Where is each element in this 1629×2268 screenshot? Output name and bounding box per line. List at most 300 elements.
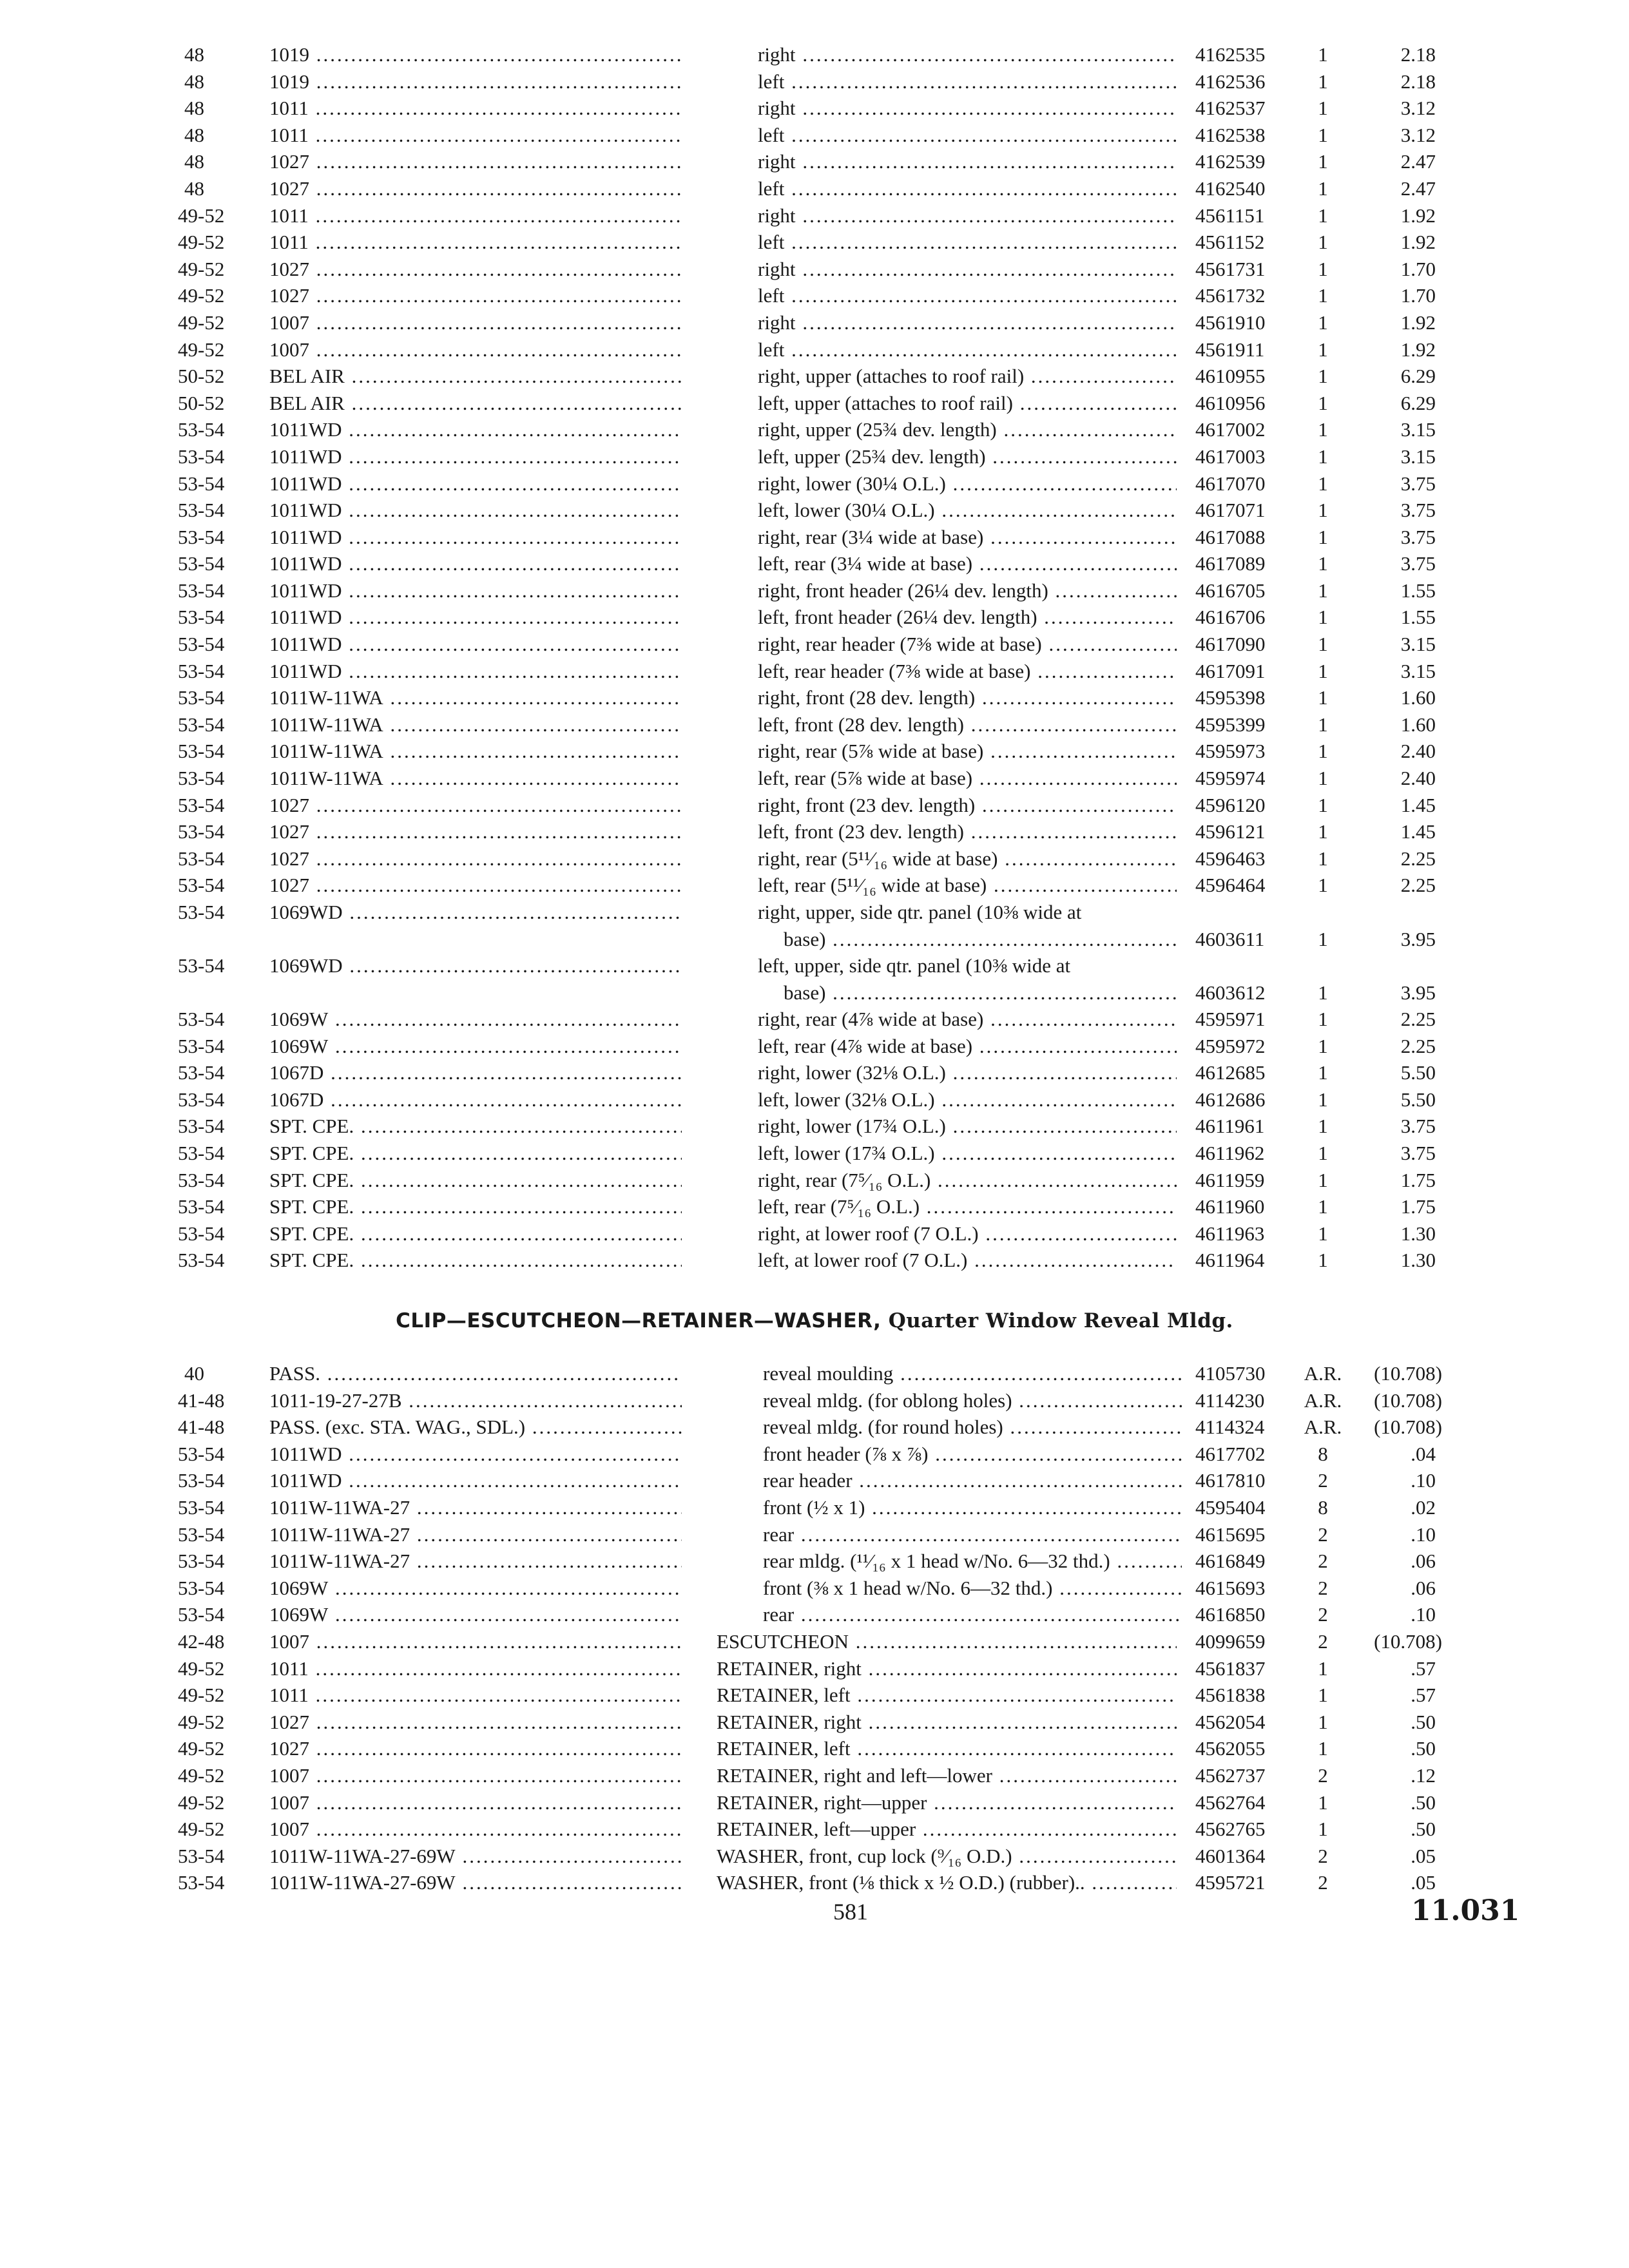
part-number-cell: 4617089 bbox=[1195, 552, 1266, 575]
description-cell: left, lower (30¼ O.L.) ..... bbox=[758, 497, 1177, 524]
year-cell: 53-54 bbox=[178, 820, 225, 843]
description-cell: left ..... bbox=[758, 336, 1177, 363]
part-number-cell: 4611962 bbox=[1195, 1141, 1265, 1164]
part-number-cell: 4596464 bbox=[1195, 874, 1266, 897]
part-number-cell: 4162540 bbox=[1195, 177, 1266, 200]
part-number-cell: 4105730 bbox=[1195, 1362, 1266, 1385]
model-cell: 1011WD ..... bbox=[269, 631, 682, 658]
model-cell: 1011W-11WA-27 ..... bbox=[269, 1548, 682, 1575]
table-row bbox=[0, 229, 1629, 256]
year-cell: 49-52 bbox=[178, 311, 225, 334]
table-row bbox=[0, 872, 1629, 899]
quantity-cell: 1 bbox=[1318, 284, 1328, 307]
model-cell: 1027 ..... bbox=[269, 256, 682, 283]
price-cell: 1.92 bbox=[1400, 311, 1436, 334]
model-cell: BEL AIR ..... bbox=[269, 363, 682, 390]
section-heading-main: CLIP—ESCUTCHEON—RETAINER—WASHER, bbox=[396, 1309, 882, 1332]
part-number-cell: 4611961 bbox=[1195, 1115, 1265, 1138]
quantity-cell: 1 bbox=[1318, 445, 1328, 468]
model-cell: 1027 ..... bbox=[269, 872, 682, 899]
description-line-2: base) ..... bbox=[758, 979, 1177, 1006]
quantity-cell: 2 bbox=[1318, 1550, 1328, 1573]
part-number-cell: 4617071 bbox=[1195, 499, 1266, 522]
table-row bbox=[0, 443, 1629, 470]
model-cell: 1027 ..... bbox=[269, 148, 682, 175]
description-cell: left, rear (4⅞ wide at base) ..... bbox=[758, 1033, 1177, 1060]
part-number-cell: 4099659 bbox=[1195, 1629, 1266, 1653]
year-cell: 53-54 bbox=[178, 552, 225, 575]
year-cell: 48 bbox=[184, 70, 204, 93]
section-heading bbox=[0, 1309, 1629, 1332]
year-cell: 53-54 bbox=[178, 1115, 225, 1138]
quantity-cell: 1 bbox=[1318, 97, 1328, 120]
part-number-cell: 4617088 bbox=[1195, 525, 1266, 548]
part-number-cell: 4610955 bbox=[1195, 365, 1266, 388]
description-cell: left, rear header (7⅜ wide at base) ..... bbox=[758, 658, 1177, 685]
quantity-cell: 8 bbox=[1318, 1495, 1328, 1519]
year-cell: 48 bbox=[184, 150, 204, 173]
price-cell: 1.92 bbox=[1400, 204, 1436, 227]
model-cell: 1027 ..... bbox=[269, 1735, 682, 1762]
year-cell: 53-54 bbox=[178, 1088, 225, 1111]
quantity-cell: 1 bbox=[1318, 981, 1328, 1004]
year-cell: 53-54 bbox=[178, 901, 225, 923]
price-cell: 3.75 bbox=[1400, 525, 1436, 548]
table-row bbox=[0, 1709, 1629, 1736]
price-cell: 3.75 bbox=[1400, 472, 1436, 495]
model-cell: 1011WD ..... bbox=[269, 1441, 682, 1468]
part-number-cell: 4617090 bbox=[1195, 633, 1266, 656]
table-row bbox=[0, 1387, 1629, 1414]
quantity-cell: 1 bbox=[1318, 177, 1328, 200]
price-cell: 3.15 bbox=[1400, 418, 1436, 441]
year-cell: 53-54 bbox=[178, 686, 225, 709]
model-cell: 1011WD ..... bbox=[269, 1467, 682, 1494]
description-cell: right, rear (5¹¹⁄₁₆ wide at base) ..... bbox=[758, 845, 1177, 872]
model-cell: 1069W ..... bbox=[269, 1575, 682, 1602]
description-cell: rear ..... bbox=[763, 1601, 1182, 1628]
description-cell: left, upper (25¾ dev. length) ..... bbox=[758, 443, 1177, 470]
table-row bbox=[0, 202, 1629, 229]
part-number-cell: 4562055 bbox=[1195, 1737, 1266, 1760]
price-cell: 2.18 bbox=[1400, 43, 1436, 66]
price-cell: 1.45 bbox=[1400, 820, 1436, 843]
description-cell: left ..... bbox=[758, 229, 1177, 256]
model-cell: 1069WD ..... bbox=[269, 952, 682, 979]
year-cell: 53-54 bbox=[178, 579, 225, 602]
model-cell: 1027 ..... bbox=[269, 845, 682, 872]
price-cell: 5.50 bbox=[1400, 1088, 1436, 1111]
part-number-cell: 4615693 bbox=[1195, 1576, 1266, 1599]
description-cell: left ..... bbox=[758, 122, 1177, 149]
price-cell: .50 bbox=[1411, 1710, 1436, 1733]
table-row bbox=[0, 738, 1629, 765]
year-cell: 53-54 bbox=[178, 1249, 225, 1272]
model-cell: 1011WD ..... bbox=[269, 550, 682, 577]
description-cell: right ..... bbox=[758, 202, 1177, 229]
part-number-cell: 4595971 bbox=[1195, 1008, 1266, 1030]
price-cell: 3.12 bbox=[1400, 123, 1436, 146]
description-cell: left ..... bbox=[758, 175, 1177, 202]
table-row bbox=[0, 684, 1629, 711]
quantity-cell: 1 bbox=[1318, 793, 1328, 816]
quantity-cell: 2 bbox=[1318, 1576, 1328, 1599]
year-cell: 53-54 bbox=[178, 1141, 225, 1164]
table-row bbox=[0, 604, 1629, 631]
year-cell: 49-52 bbox=[178, 1791, 225, 1814]
model-cell: SPT. CPE. ..... bbox=[269, 1113, 682, 1140]
description-cell: right, rear (4⅞ wide at base) ..... bbox=[758, 1006, 1177, 1033]
part-number-cell: 4611964 bbox=[1195, 1249, 1265, 1272]
quantity-cell: 2 bbox=[1318, 1763, 1328, 1787]
description-cell: right, lower (17¾ O.L.) ..... bbox=[758, 1113, 1177, 1140]
quantity-cell: 1 bbox=[1318, 1195, 1328, 1218]
year-cell: 49-52 bbox=[178, 1710, 225, 1733]
model-cell: 1011W-11WA ..... bbox=[269, 684, 682, 711]
table-row bbox=[0, 282, 1629, 309]
model-cell: 1011WD ..... bbox=[269, 658, 682, 685]
description-line-1: left, upper, side qtr. panel (10⅜ wide at bbox=[758, 954, 1071, 977]
model-cell: SPT. CPE. ..... bbox=[269, 1193, 682, 1220]
table-row bbox=[0, 952, 1629, 1006]
price-cell: 6.29 bbox=[1400, 391, 1436, 414]
quantity-cell: 2 bbox=[1318, 1629, 1328, 1653]
table-row bbox=[0, 390, 1629, 417]
part-number-cell: 4162535 bbox=[1195, 43, 1266, 66]
quantity-cell: 1 bbox=[1318, 338, 1328, 361]
part-number-cell: 4616705 bbox=[1195, 579, 1266, 602]
price-cell: 2.25 bbox=[1400, 1008, 1436, 1030]
page-number: 581 bbox=[833, 1899, 868, 1925]
table-row bbox=[0, 792, 1629, 819]
model-cell: 1011WD ..... bbox=[269, 524, 682, 551]
description-cell bbox=[758, 952, 1177, 1006]
description-cell: left ..... bbox=[758, 68, 1177, 95]
table-row bbox=[0, 631, 1629, 658]
quantity-cell: 1 bbox=[1318, 1168, 1328, 1191]
year-cell: 40 bbox=[184, 1362, 204, 1385]
part-number-cell: 4617702 bbox=[1195, 1442, 1266, 1465]
price-cell: .50 bbox=[1411, 1818, 1436, 1841]
year-cell: 53-54 bbox=[178, 606, 225, 629]
price-cell: 1.60 bbox=[1400, 713, 1436, 736]
part-number-cell: 4562737 bbox=[1195, 1763, 1266, 1787]
year-cell: 50-52 bbox=[178, 391, 225, 414]
description-cell: left, at lower roof (7 O.L.) ..... bbox=[758, 1247, 1177, 1274]
year-cell: 53-54 bbox=[178, 793, 225, 816]
price-cell: 2.25 bbox=[1400, 847, 1436, 870]
part-number-cell: 4562765 bbox=[1195, 1818, 1266, 1841]
model-cell: 1027 ..... bbox=[269, 175, 682, 202]
model-cell: 1011WD ..... bbox=[269, 577, 682, 604]
quantity-cell: 2 bbox=[1318, 1523, 1328, 1546]
model-cell: 1027 ..... bbox=[269, 1709, 682, 1736]
price-cell: 2.18 bbox=[1400, 70, 1436, 93]
price-cell: 1.55 bbox=[1400, 579, 1436, 602]
description-cell: right ..... bbox=[758, 256, 1177, 283]
description-cell: right, rear (5⅞ wide at base) ..... bbox=[758, 738, 1177, 765]
model-cell: 1011W-11WA ..... bbox=[269, 738, 682, 765]
year-cell: 53-54 bbox=[178, 1523, 225, 1546]
quantity-cell: 1 bbox=[1318, 70, 1328, 93]
model-cell: 1011 ..... bbox=[269, 202, 682, 229]
year-cell: 53-54 bbox=[178, 1550, 225, 1573]
quantity-cell: 2 bbox=[1318, 1844, 1328, 1867]
price-cell: 3.95 bbox=[1400, 981, 1436, 1004]
year-cell: 49-52 bbox=[178, 284, 225, 307]
quantity-cell: 1 bbox=[1318, 552, 1328, 575]
model-cell: SPT. CPE. ..... bbox=[269, 1140, 682, 1167]
model-cell: 1019 ..... bbox=[269, 68, 682, 95]
year-cell: 53-54 bbox=[178, 633, 225, 656]
table-row bbox=[0, 1086, 1629, 1113]
quantity-cell: A.R. bbox=[1304, 1362, 1342, 1385]
table-row bbox=[0, 497, 1629, 524]
year-cell: 41-48 bbox=[178, 1416, 225, 1439]
model-cell: 1011W-11WA-27 ..... bbox=[269, 1521, 682, 1548]
price-cell: 3.75 bbox=[1400, 552, 1436, 575]
table-row bbox=[0, 1575, 1629, 1602]
part-number-cell: 4596120 bbox=[1195, 793, 1266, 816]
part-number-cell: 4162537 bbox=[1195, 97, 1266, 120]
table-row bbox=[0, 1059, 1629, 1086]
section-heading-sub: Quarter Window Reveal Mldg. bbox=[888, 1309, 1233, 1332]
description-cell: left, rear (7⁵⁄₁₆ O.L.) ..... bbox=[758, 1193, 1177, 1220]
price-cell: 1.55 bbox=[1400, 606, 1436, 629]
quantity-cell: 8 bbox=[1318, 1442, 1328, 1465]
description-cell: left, front header (26¼ dev. length) ..... bbox=[758, 604, 1177, 631]
part-number-cell: 4610956 bbox=[1195, 391, 1266, 414]
price-cell: .02 bbox=[1411, 1495, 1436, 1519]
price-cell: (10.708) bbox=[1374, 1416, 1442, 1439]
quantity-cell: A.R. bbox=[1304, 1416, 1342, 1439]
table-row bbox=[0, 175, 1629, 202]
table-row bbox=[0, 256, 1629, 283]
year-cell: 53-54 bbox=[178, 1871, 225, 1894]
year-cell: 48 bbox=[184, 43, 204, 66]
table-row bbox=[0, 711, 1629, 738]
quantity-cell: 1 bbox=[1318, 1657, 1328, 1680]
quantity-cell: 2 bbox=[1318, 1603, 1328, 1626]
price-cell: 3.95 bbox=[1400, 927, 1436, 950]
description-cell: RETAINER, left ..... bbox=[717, 1735, 1177, 1762]
part-number-cell: 4162538 bbox=[1195, 123, 1266, 146]
description-cell: WASHER, front, cup lock (⁹⁄₁₆ O.D.) ..... bbox=[717, 1843, 1177, 1870]
price-cell: 2.25 bbox=[1400, 1034, 1436, 1057]
price-cell: 3.75 bbox=[1400, 499, 1436, 522]
model-cell: BEL AIR ..... bbox=[269, 390, 682, 417]
year-cell: 53-54 bbox=[178, 1844, 225, 1867]
year-cell: 49-52 bbox=[178, 338, 225, 361]
table-row bbox=[0, 148, 1629, 175]
model-cell: 1067D ..... bbox=[269, 1086, 682, 1113]
table-row bbox=[0, 1494, 1629, 1521]
table-row bbox=[0, 363, 1629, 390]
part-number-cell: 4616850 bbox=[1195, 1603, 1266, 1626]
part-number-cell: 4616849 bbox=[1195, 1550, 1266, 1573]
price-cell: .06 bbox=[1411, 1576, 1436, 1599]
part-number-cell: 4603611 bbox=[1195, 927, 1265, 950]
model-cell: 1011 ..... bbox=[269, 122, 682, 149]
quantity-cell: 1 bbox=[1318, 927, 1328, 950]
quantity-cell: 1 bbox=[1318, 1249, 1328, 1272]
year-cell: 49-52 bbox=[178, 1763, 225, 1787]
year-cell: 53-54 bbox=[178, 847, 225, 870]
description-cell: right, upper (attaches to roof rail) ..... bbox=[758, 363, 1177, 390]
description-cell: RETAINER, right—upper ..... bbox=[717, 1789, 1177, 1816]
table-row bbox=[0, 1628, 1629, 1655]
model-cell: 1011 ..... bbox=[269, 1682, 682, 1709]
quantity-cell: 1 bbox=[1318, 740, 1328, 763]
description-cell: right, front (28 dev. length) ..... bbox=[758, 684, 1177, 711]
description-cell: rear header ..... bbox=[763, 1467, 1182, 1494]
part-number-cell: 4114230 bbox=[1195, 1389, 1265, 1412]
table-row bbox=[0, 1193, 1629, 1220]
table-row bbox=[0, 1521, 1629, 1548]
year-cell: 50-52 bbox=[178, 365, 225, 388]
model-cell: 1011 ..... bbox=[269, 229, 682, 256]
part-number-cell: 4561911 bbox=[1195, 338, 1265, 361]
price-cell: .05 bbox=[1411, 1844, 1436, 1867]
part-number-cell: 4617003 bbox=[1195, 445, 1266, 468]
year-cell: 53-54 bbox=[178, 445, 225, 468]
quantity-cell: 1 bbox=[1318, 1684, 1328, 1707]
description-cell: right ..... bbox=[758, 95, 1177, 122]
quantity-cell: 1 bbox=[1318, 1088, 1328, 1111]
description-cell: right ..... bbox=[758, 309, 1177, 336]
price-cell: 1.30 bbox=[1400, 1249, 1436, 1272]
year-cell: 53-54 bbox=[178, 954, 225, 977]
part-number-cell: 4595398 bbox=[1195, 686, 1266, 709]
model-cell: 1027 ..... bbox=[269, 818, 682, 845]
price-cell: .10 bbox=[1411, 1603, 1436, 1626]
quantity-cell: 1 bbox=[1318, 1222, 1328, 1245]
table-row bbox=[0, 899, 1629, 952]
year-cell: 53-54 bbox=[178, 1469, 225, 1492]
part-number-cell: 4603612 bbox=[1195, 981, 1266, 1004]
price-cell: 1.60 bbox=[1400, 686, 1436, 709]
description-cell: left, rear (3¼ wide at base) ..... bbox=[758, 550, 1177, 577]
year-cell: 53-54 bbox=[178, 1495, 225, 1519]
description-cell: right, rear header (7⅜ wide at base) ..... bbox=[758, 631, 1177, 658]
year-cell: 48 bbox=[184, 177, 204, 200]
part-number-cell: 4617002 bbox=[1195, 418, 1266, 441]
year-cell: 49-52 bbox=[178, 231, 225, 254]
part-number-cell: 4595399 bbox=[1195, 713, 1266, 736]
part-number-cell: 4561151 bbox=[1195, 204, 1265, 227]
description-cell: left, rear (5¹¹⁄₁₆ wide at base) ..... bbox=[758, 872, 1177, 899]
description-cell: RETAINER, left—upper ..... bbox=[717, 1816, 1177, 1843]
price-cell: (10.708) bbox=[1374, 1389, 1442, 1412]
table-row bbox=[0, 1414, 1629, 1441]
part-number-cell: 4616706 bbox=[1195, 606, 1266, 629]
description-cell: right, at lower roof (7 O.L.) ..... bbox=[758, 1220, 1177, 1247]
model-cell: 1011 ..... bbox=[269, 1655, 682, 1682]
description-cell: reveal mldg. (for round holes) ..... bbox=[763, 1414, 1182, 1441]
year-cell: 49-52 bbox=[178, 257, 225, 280]
price-cell: .05 bbox=[1411, 1871, 1436, 1894]
parts-table-bottom bbox=[0, 1360, 1629, 1896]
year-cell: 49-52 bbox=[178, 1737, 225, 1760]
price-cell: .04 bbox=[1411, 1442, 1436, 1465]
model-cell: 1011WD ..... bbox=[269, 497, 682, 524]
description-cell: RETAINER, left ..... bbox=[717, 1682, 1177, 1709]
model-cell: 1027 ..... bbox=[269, 792, 682, 819]
description-cell: front header (⅞ x ⅞) ..... bbox=[763, 1441, 1182, 1468]
price-cell: 3.15 bbox=[1400, 633, 1436, 656]
price-cell: 2.47 bbox=[1400, 150, 1436, 173]
price-cell: 2.40 bbox=[1400, 740, 1436, 763]
description-cell: right, front header (26¼ dev. length) ..... bbox=[758, 577, 1177, 604]
table-row bbox=[0, 41, 1629, 68]
model-cell: 1007 ..... bbox=[269, 1762, 682, 1789]
table-row bbox=[0, 1843, 1629, 1870]
description-cell: left, front (23 dev. length) ..... bbox=[758, 818, 1177, 845]
part-number-cell: 4596121 bbox=[1195, 820, 1266, 843]
year-cell: 41-48 bbox=[178, 1389, 225, 1412]
description-cell: reveal moulding ..... bbox=[763, 1360, 1182, 1387]
model-cell: PASS. (exc. STA. WAG., SDL.) ..... bbox=[269, 1414, 682, 1441]
part-number-cell: 4561837 bbox=[1195, 1657, 1266, 1680]
part-number-cell: 4561732 bbox=[1195, 284, 1266, 307]
description-cell: ESCUTCHEON ..... bbox=[717, 1628, 1177, 1655]
quantity-cell: 1 bbox=[1318, 311, 1328, 334]
model-cell: SPT. CPE. ..... bbox=[269, 1220, 682, 1247]
year-cell: 49-52 bbox=[178, 1818, 225, 1841]
year-cell: 53-54 bbox=[178, 1222, 225, 1245]
price-cell: 1.30 bbox=[1400, 1222, 1436, 1245]
table-row bbox=[0, 95, 1629, 122]
description-cell: right ..... bbox=[758, 41, 1177, 68]
part-number-cell: 4612685 bbox=[1195, 1061, 1266, 1084]
table-row bbox=[0, 1869, 1629, 1896]
price-cell: 2.40 bbox=[1400, 767, 1436, 790]
year-cell: 53-54 bbox=[178, 1576, 225, 1599]
description-cell: front (½ x 1) ..... bbox=[763, 1494, 1182, 1521]
description-cell: RETAINER, right and left—lower ..... bbox=[717, 1762, 1177, 1789]
quantity-cell: 1 bbox=[1318, 1737, 1328, 1760]
part-number-cell: 4601364 bbox=[1195, 1844, 1266, 1867]
table-row bbox=[0, 818, 1629, 845]
table-row bbox=[0, 68, 1629, 95]
quantity-cell: 1 bbox=[1318, 579, 1328, 602]
model-cell: 1007 ..... bbox=[269, 1816, 682, 1843]
table-row bbox=[0, 1360, 1629, 1387]
model-cell: 1069W ..... bbox=[269, 1601, 682, 1628]
description-line-1: right, upper, side qtr. panel (10⅜ wide at bbox=[758, 901, 1082, 923]
table-row bbox=[0, 1601, 1629, 1628]
part-number-cell: 4615695 bbox=[1195, 1523, 1266, 1546]
year-cell: 53-54 bbox=[178, 740, 225, 763]
description-cell: WASHER, front (⅛ thick x ½ O.D.) (rubber).. ..... bbox=[717, 1869, 1177, 1896]
description-cell: right ..... bbox=[758, 148, 1177, 175]
quantity-cell: 1 bbox=[1318, 767, 1328, 790]
model-cell: 1069WD ..... bbox=[269, 899, 682, 926]
part-number-cell: 4617091 bbox=[1195, 659, 1266, 682]
model-cell: 1007 ..... bbox=[269, 309, 682, 336]
quantity-cell: 1 bbox=[1318, 204, 1328, 227]
part-number-cell: 4617070 bbox=[1195, 472, 1266, 495]
price-cell: 3.12 bbox=[1400, 97, 1436, 120]
description-cell bbox=[758, 899, 1177, 952]
year-cell: 53-54 bbox=[178, 1061, 225, 1084]
model-cell: 1011W-11WA-27 ..... bbox=[269, 1494, 682, 1521]
year-cell: 53-54 bbox=[178, 1603, 225, 1626]
quantity-cell: 1 bbox=[1318, 847, 1328, 870]
part-number-cell: 4114324 bbox=[1195, 1416, 1265, 1439]
model-cell: 1007 ..... bbox=[269, 1789, 682, 1816]
table-row bbox=[0, 309, 1629, 336]
